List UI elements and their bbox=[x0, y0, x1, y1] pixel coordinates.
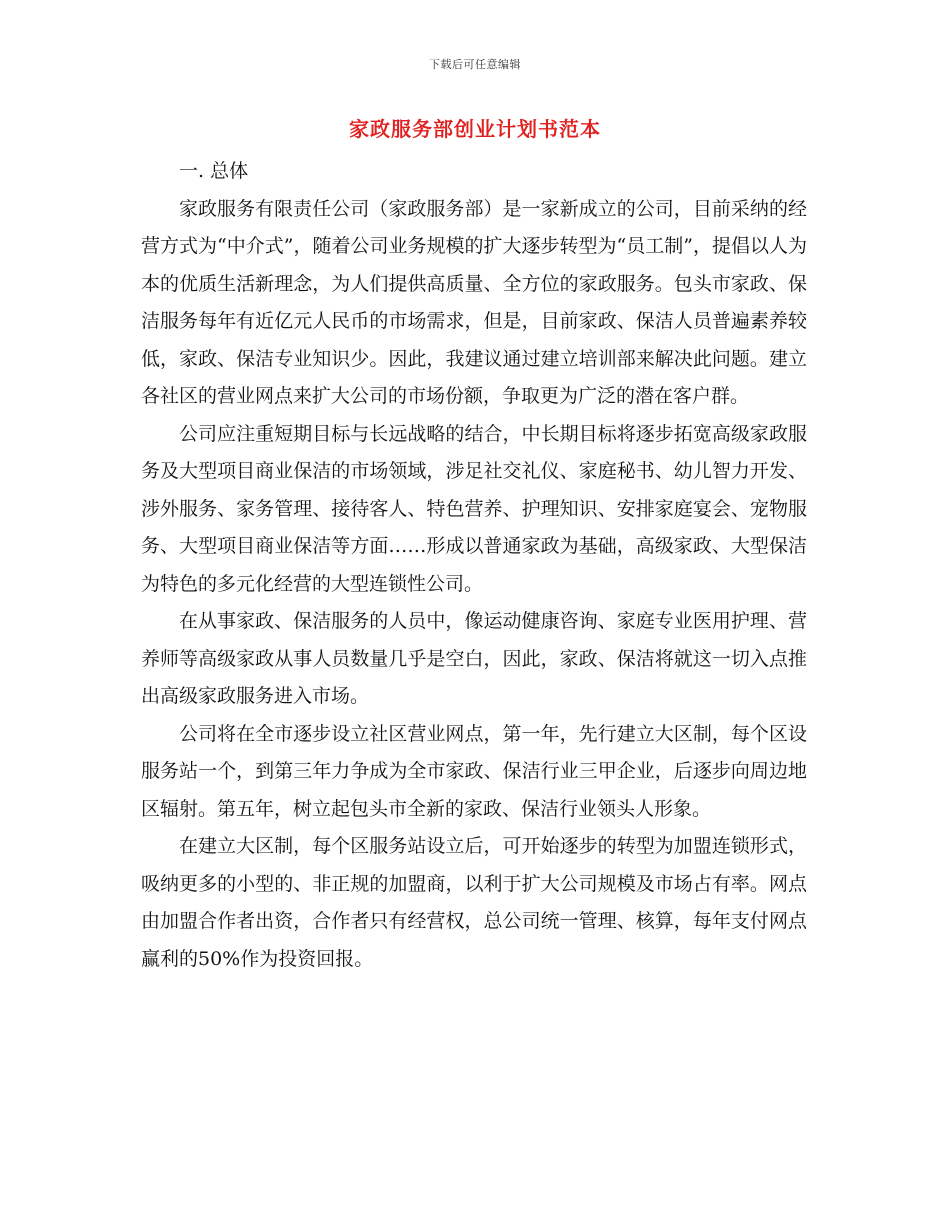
body-paragraph: 公司将在全市逐步设立社区营业网点，第一年，先行建立大区制，每个区设服务站一个，到第三年力争成为全市家政、保洁行业三甲企业，后逐步向周边地区辐射。第五年，树立起包头市全新的家政、保洁行业领头人形象。 bbox=[141, 722, 807, 820]
document-body bbox=[141, 153, 807, 978]
body-paragraph: 在建立大区制，每个区服务站设立后，可开始逐步的转型为加盟连锁形式，吸纳更多的小型的、非正规的加盟商，以利于扩大公司规模及市场占有率。网点由加盟合作者出资，合作者只有经营权，总公司统一管理、核算，每年支付网点赢利的50%作为投资回报。 bbox=[141, 835, 807, 970]
body-paragraph: 公司应注重短期目标与长远战略的结合，中长期目标将逐步拓宽高级家政服务及大型项目商业保洁的市场领域，涉足社交礼仪、家庭秘书、幼儿智力开发、涉外服务、家务管理、接待客人、特色营养、护理知识、安排家庭宴会、宠物服务、大型项目商业保洁等方面……形成以普通家政为基础，高级家政、大型保洁为特色的多元化经营的大型连锁性公司。 bbox=[141, 422, 807, 595]
document-title: 家政服务部创业计划书范本 bbox=[349, 117, 601, 141]
section-heading: 一. 总体 bbox=[179, 160, 249, 182]
body-paragraph: 在从事家政、保洁服务的人员中，像运动健康咨询、家庭专业医用护理、营养师等高级家政从事人员数量几乎是空白，因此，家政、保洁将就这一切入点推出高级家政服务进入市场。 bbox=[141, 610, 807, 707]
body-paragraph: 家政服务有限责任公司（家政服务部）是一家新成立的公司，目前采纳的经营方式为“中介式”，随着公司业务规模的扩大逐步转型为“员工制”，提倡以人为本的优质生活新理念，为人们提供高质量、全方位的家政服务。包头市家政、保洁服务每年有近亿元人民币的市场需求，但是，目前家政、保洁人员普遍素养较低，家政、保洁专业知识少。因此，我建议通过建立培训部来解决此问题。建立各社区的营业网点来扩大公司的市场份额，争取更为广泛的潜在客户群。 bbox=[141, 197, 807, 407]
header-note: 下载后可任意编辑 bbox=[429, 58, 521, 71]
